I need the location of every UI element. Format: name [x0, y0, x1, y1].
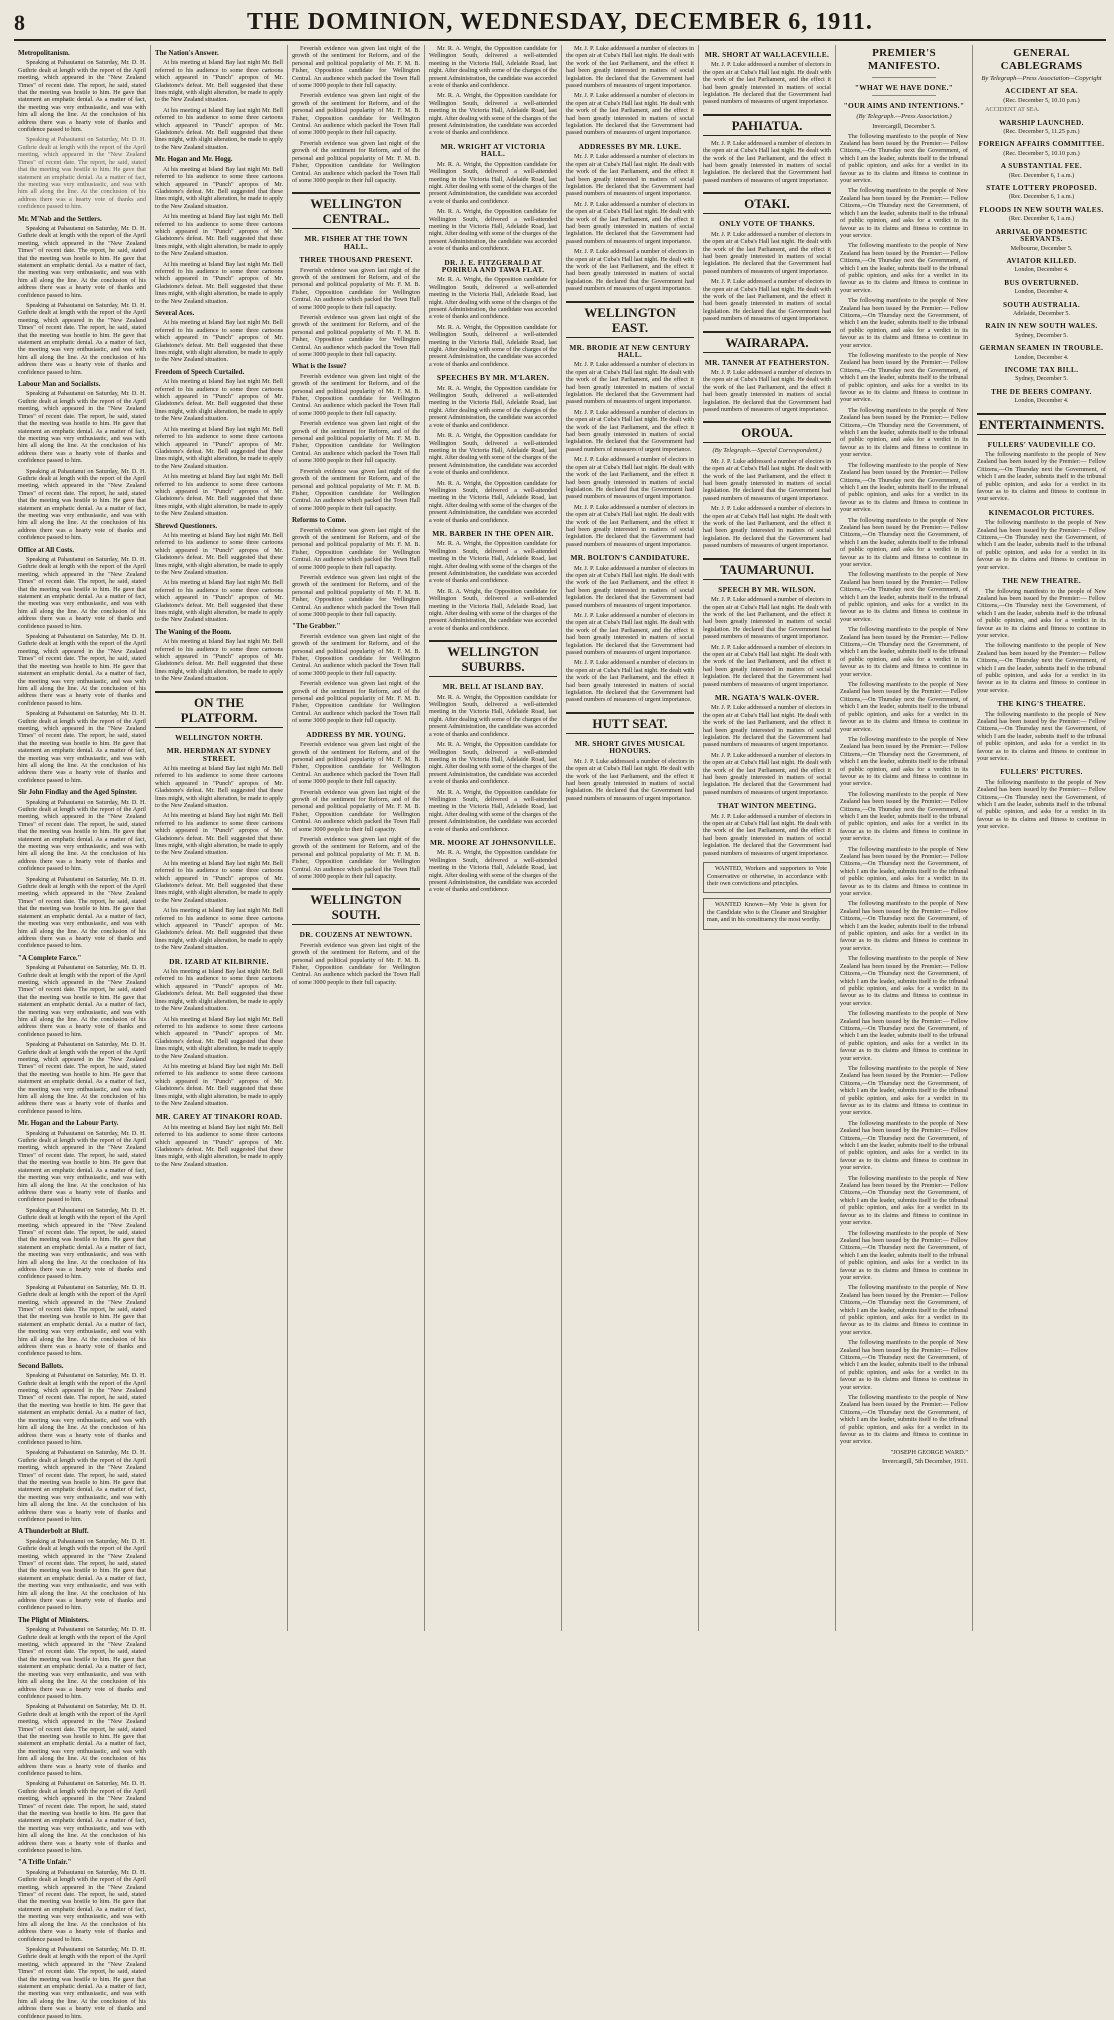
col1-paragraph: Speaking at Pahautanui on Saturday, Mr. D. H. Guthrie dealt at length with the report of the April meeting, which appeared in the "New Zealand Times" of recent date. The report, he said, stated that the meeting was hostile to him. He gave that statement an emphatic denial. As a matter of fact, the meeting was very enthusiastic, and was with him all along the line. At the conclusion of his address there was a hearty vote of thanks and confidence passed to him. — [18, 710, 146, 784]
col3-paragraph: Feverish evidence was given last night of the growth of the sentiment for Reform, and of the personal and political popularity of Mr. F. M. B. Fisher, Opposition candidate for Wellington Central. An audience which packed the Town Hall of some 3000 people to their full capacity. — [292, 526, 420, 571]
cable-date: London, December 4. — [1014, 397, 1069, 405]
col7-paragraph: The following manifesto to the people of New Zealand has been issued by the Premier:— Fellow Citizens,—On Thursday next the Government, of which I am the leader, submits itself to the tribunal of public opinion, and asks for a verdict in its favour as to its claims and fitness to continue in your service. — [840, 242, 968, 294]
cablegrams-credit: By Telegraph—Press Association—Copyright — [981, 75, 1102, 82]
col3-paragraph: Feverish evidence was given last night of the growth of the sentiment for Reform, and of the personal and political popularity of Mr. F. M. B. Fisher, Opposition candidate for Wellington Central. An audience which packed the Town Hall of some 3000 people to their full capacity. — [292, 632, 420, 677]
col6-paragraph: Mr. J. P. Luke addressed a number of electors in the open air at Cuba's Hall last night. He dealt with the work of the last Parliament, and the effect it had been greatly interested in matters of social legislation. He declared that the Government had passed numbers of measures of urgent importance. — [703, 368, 831, 413]
section-barber: MR. BARBER IN THE OPEN AIR. — [432, 528, 554, 538]
col1-paragraph: Speaking at Pahautanui on Saturday, Mr. D. H. Guthrie dealt at length with the report of the April meeting, which appeared in the "New Zealand Times" of recent date. The report, he said, stated that the meeting was hostile to him. He gave that statement an emphatic denial. As a matter of fact, the meeting was very enthusiastic, and was with him all along the line. At the conclusion of his address there was a hearty vote of thanks and confidence passed to him. — [18, 633, 146, 707]
section-mlaren: SPEECHES BY MR. M'LAREN. — [436, 373, 550, 383]
cable-head: STATE LOTTERY PROPOSED. — [986, 184, 1097, 193]
head-what-is-issue: What is the Issue? — [292, 362, 347, 371]
head-metropolitanism: Metropolitanism. — [18, 49, 70, 57]
cable-date: Melbourne, December 5. — [1010, 244, 1073, 252]
col2-paragraph: At his meeting at Island Bay last night Mr. Bell referred to his audience to some three cartoons which appeared in "Punch" apropos of Mr. Gladstone's defeat. Mr. Bell suggested that these lines might, with slight alteration, be made to apply to the New Zealand situation. — [155, 473, 283, 518]
hutt-seat-head: HUTT SEAT. — [566, 712, 694, 734]
col7-paragraph: The following manifesto to the people of New Zealand has been issued by the Premier:— Fellow Citizens,—On Thursday next the Government, of which I am the leader, submits itself to the tribunal of public opinion, and asks for a verdict in its favour as to its claims and fitness to continue in your service. — [840, 1010, 968, 1062]
col4-paragraph: Mr. R. A. Wright, the Opposition candidate for Wellington South, delivered a well-attended meeting in the Victoria Hall, Adelaide Road, last night. After dealing with some of the charges of the present Administration, the candidate was accorded a vote of thanks and confidence. — [429, 276, 557, 321]
col7-paragraph: The following manifesto to the people of New Zealand has been issued by the Premier:— Fellow Citizens,—On Thursday next the Government, of which I am the leader, submits itself to the tribunal of public opinion, and asks for a verdict in its favour as to its claims and fitness to continue in your service. — [840, 790, 968, 843]
col2-paragraph: At his meeting at Island Bay last night Mr. Bell referred to his audience to some three cartoons which appeared in "Punch" apropos of Mr. Gladstone's defeat. Mr. Bell suggested that these lines might, with slight alteration, be made to apply to the New Zealand situation. — [155, 907, 283, 952]
wellington-central-head: WELLINGTON CENTRAL. — [292, 192, 420, 229]
col5-paragraph: Mr. J. P. Luke addressed a number of electors in the open air at Cuba's Hall last night. He dealt with the work of the last Parliament, and the effect it had been greatly interested in matters of social legislation. He declared that the Government had passed numbers of measures of urgent importance. — [566, 248, 694, 293]
column-7 — [836, 45, 973, 1631]
section-only-vote: ONLY VOTE OF THANKS. — [719, 219, 815, 229]
telegraph-credit: (By Telegraph.—Special Correspondent.) — [712, 447, 822, 455]
telegraph-credit: (By Telegraph.—Press Association.) — [856, 112, 952, 120]
col5-paragraph: Mr. J. P. Luke addressed a number of electors in the open air at Cuba's Hall last night. He dealt with the work of the last Parliament, and the effect it had been greatly interested in matters of social legislation. He declared that the Government had passed numbers of measures of urgent importance. — [566, 45, 694, 90]
column-1 — [14, 45, 151, 2020]
columns — [14, 45, 1106, 2020]
col3-paragraph: Feverish evidence was given last night of the growth of the sentiment for Reform, and of the personal and political popularity of Mr. F. M. B. Fisher, Opposition candidate for Wellington Central. An audience which packed the Town Hall of some 3000 people to their full capacity. — [292, 92, 420, 137]
wellington-east-head: WELLINGTON EAST. — [566, 301, 694, 338]
column-6 — [699, 45, 836, 1631]
cable-date: (Rec. December 6, 1 a.m.) — [1008, 215, 1075, 223]
col1-paragraph: Speaking at Pahautanui on Saturday, Mr. D. H. Guthrie dealt at length with the report of the April meeting, which appeared in the "New Zealand Times" of recent date. The report, he said, stated that the meeting was hostile to him. He gave that statement an emphatic denial. As a matter of fact, the meeting was very enthusiastic, and was with him all along the line. At the conclusion of his address there was a hearty vote of thanks and confidence passed to him. — [18, 1283, 146, 1358]
col3-paragraph: Feverish evidence was given last night of the growth of the sentiment for Reform, and of the personal and political popularity of Mr. F. M. B. Fisher, Opposition candidate for Wellington Central. An audience which packed the Town Hall of some 3000 people to their full capacity. — [292, 680, 420, 725]
col7-paragraph: The following manifesto to the people of New Zealand has been issued by the Premier:— Fellow Citizens,—On Thursday next the Government, of which I am the leader, submits itself to the tribunal of public opinion, and asks for a verdict in its favour as to its claims and fitness to continue in your service. — [840, 297, 968, 349]
col1-paragraph: Speaking at Pahautanui on Saturday, Mr. D. H. Guthrie dealt at length with the report of the April meeting, which appeared in the "New Zealand Times" of recent date. The report, he said, stated that the meeting was hostile to him. He gave that statement an emphatic denial. As a matter of fact, the meeting was very enthusiastic, and was with him all along the line. At the conclusion of his address there was a hearty vote of thanks and confidence passed to him. — [18, 1780, 146, 1855]
col1-paragraph: Speaking at Pahautanui on Saturday, Mr. D. H. Guthrie dealt at length with the report of the April meeting, which appeared in the "New Zealand Times" of recent date. The report, he said, stated that the meeting was hostile to him. He gave that statement an emphatic denial. As a matter of fact, the meeting was very enthusiastic, and was with him all along the line. At the conclusion of his address there was a hearty vote of thanks and confidence passed to him. — [18, 875, 146, 950]
section-tanner: MR. TANNER AT FEATHERSTON. — [704, 357, 830, 367]
cable-date: Sydney, December 5. — [1015, 331, 1068, 339]
col5-paragraph: Mr. J. P. Luke addressed a number of electors in the open air at Cuba's Hall last night. He dealt with the work of the last Parliament, and the effect it had been greatly interested in matters of social legislation. He declared that the Government had passed numbers of measures of urgent importance. — [566, 200, 694, 245]
head-freedom-speech: Freedom of Speech Curtailed. — [155, 367, 245, 376]
col1-paragraph: Speaking at Pahautanui on Saturday, Mr. D. H. Guthrie dealt at length with the report of the April meeting, which appeared in the "New Zealand Times" of recent date. The report, he said, stated that the meeting was hostile to him. He gave that statement an emphatic denial. As a matter of fact, the meeting was very enthusiastic, and was with him all along the line. At the conclusion of his address there was a hearty vote of thanks and confidence passed to him. — [18, 467, 146, 542]
head-grabber: "The Grabber." — [292, 622, 341, 631]
col7-paragraph: The following manifesto to the people of New Zealand has been issued by the Premier:— Fellow Citizens,—On Thursday next the Government, of which I am the leader, submits itself to the tribunal of public opinion, and asks for a verdict in its favour as to its claims and fitness to continue in your service. — [840, 1229, 968, 1281]
divider — [872, 77, 936, 78]
col2-paragraph: At his meeting at Island Bay last night Mr. Bell referred to his audience to some three cartoons which appeared in "Punch" apropos of Mr. Gladstone's defeat. Mr. Bell suggested that these lines might, with slight alteration, be made to apply to the New Zealand situation. — [155, 260, 283, 305]
general-cablegrams-head: GENERAL CABLEGRAMS — [1000, 47, 1083, 72]
col2-paragraph: At his meeting at Island Bay last night Mr. Bell referred to his audience to some three cartoons which appeared in "Punch" apropos of Mr. Gladstone's defeat. Mr. Bell suggested that these lines might, with slight alteration, be made to apply to the New Zealand situation. — [155, 638, 283, 683]
head-complete-farce: "A Complete Farce." — [18, 953, 82, 962]
cable-head: SOUTH AUSTRALIA. — [1002, 300, 1081, 309]
col5-paragraph: Mr. J. P. Luke addressed a number of electors in the open air at Cuba's Hall last night. He dealt with the work of the last Parliament, and the effect it had been greatly interested in matters of social legislation. He declared that the Government had passed numbers of measures of urgent importance. — [566, 659, 694, 704]
masthead — [14, 6, 1106, 41]
wellington-suburbs-head: WELLINGTON SUBURBS. — [429, 640, 557, 677]
cable-date: London, December 4. — [1014, 353, 1069, 361]
col7-paragraph: The following manifesto to the people of New Zealand has been issued by the Premier:— Fellow Citizens,—On Thursday next the Government, of which I am the leader, submits itself to the tribunal of public opinion, and asks for a verdict in its favour as to its claims and fitness to continue in your service. — [840, 352, 968, 404]
cable-date: (Rec. December 5, 11.25 p.m.) — [1003, 128, 1080, 136]
section-couzens: DR. COUZENS AT NEWTOWN. — [299, 930, 413, 940]
col7-paragraph: The following manifesto to the people of New Zealand has been issued by the Premier:— Fellow Citizens,—On Thursday next the Government, of which I am the leader, submits itself to the tribunal of public opinion, and asks for a verdict in its favour as to its claims and fitness to continue in your service. — [840, 1284, 968, 1336]
head-labour-socialists: Labour Man and Socialists. — [18, 380, 101, 389]
col6-paragraph: Mr. J. P. Luke addressed a number of electors in the open air at Cuba's Hall last night. He dealt with the work of the last Parliament, and the effect it had been greatly interested in matters of social legislation. He declared that the Government had passed numbers of measures of urgent importance. — [703, 278, 831, 323]
ent-paragraph: The following manifesto to the people of New Zealand has been issued by the Premier:— Fellow Citizens,—On Thursday next the Government, of which I am the leader, submits itself to the tribunal of public opinion, and asks for a verdict in its favour as to its claims and fitness to continue in your service. — [977, 451, 1106, 503]
col5-paragraph: Mr. J. P. Luke addressed a number of electors in the open air at Cuba's Hall last night. He dealt with the work of the last Parliament, and the effect it had been greatly interested in matters of social legislation. He declared that the Government had passed numbers of measures of urgent importance. — [566, 564, 694, 609]
page-number: 8 — [14, 10, 25, 35]
cable-head: GERMAN SEAMEN IN TROUBLE. — [979, 344, 1104, 353]
section-short-musical: MR. SHORT GIVES MUSICAL HONOURS. — [575, 738, 685, 756]
ent-paragraph: The following manifesto to the people of New Zealand has been issued by the Premier:— Fellow Citizens,—On Thursday next the Government, of which I am the leader, submits itself to the tribunal of public opinion, and asks for a verdict in its favour as to its claims and fitness to continue in your service. — [977, 519, 1106, 571]
section-fitzgerald: DR. J. E. FITZGERALD AT PORIRUA AND TAWA FLAT. — [441, 257, 545, 274]
column-3 — [288, 45, 425, 1631]
cable-date: (Rec. December 5, 10.10 p.m.) — [1003, 96, 1080, 104]
col3-paragraph: Feverish evidence was given last night of the growth of the sentiment for Reform, and of the personal and political popularity of Mr. F. M. B. Fisher, Opposition candidate for Wellington Central. An audience which packed the Town Hall of some 3000 people to their full capacity. — [292, 139, 420, 184]
col3-paragraph: Feverish evidence was given last night of the growth of the sentiment for Reform, and of the personal and political popularity of Mr. F. M. B. Fisher, Opposition candidate for Wellington Central. An audience which packed the Town Hall of some 3000 people to their full capacity. — [292, 573, 420, 618]
col4-paragraph: Mr. R. A. Wright, the Opposition candidate for Wellington South, delivered a well-attended meeting in the Victoria Hall, Adelaide Road, last night. After dealing with some of the charges of the present Administration, the candidate was accorded a vote of thanks and confidence. — [429, 160, 557, 205]
ent-section: KINEMACOLOR PICTURES. — [988, 507, 1095, 517]
wanted-advert-2 — [703, 898, 831, 929]
col1-paragraph: Speaking at Pahautanui on Saturday, Mr. D. H. Guthrie dealt at length with the report of the April meeting, which appeared in the "New Zealand Times" of recent date. The report, he said, stated that the meeting was hostile to him. He gave that statement an emphatic denial. As a matter of fact, the meeting was very enthusiastic, and was with him all along the line. At the conclusion of his address there was a hearty vote of thanks and confidence passed to him. — [18, 1626, 146, 1700]
premiers-manifesto-head: PREMIER'S MANIFESTO. — [867, 47, 941, 72]
col1-paragraph: Speaking at Pahautanui on Saturday, Mr. D. H. Guthrie dealt at length with the report of the April meeting, which appeared in the "New Zealand Times" of recent date. The report, he said, stated that the meeting was hostile to him. He gave that statement an emphatic denial. As a matter of fact, the meeting was very enthusiastic, and was with him all along the line. At the conclusion of his address there was a hearty vote of thanks and confidence passed to him. — [18, 302, 146, 376]
col7-paragraph: The following manifesto to the people of New Zealand has been issued by the Premier:— Fellow Citizens,—On Thursday next the Government, of which I am the leader, submits itself to the tribunal of public opinion, and asks for a verdict in its favour as to its claims and fitness to continue in your service. — [840, 1064, 968, 1117]
col7-paragraph: The following manifesto to the people of New Zealand has been issued by the Premier:— Fellow Citizens,—On Thursday next the Government, of which I am the leader, submits itself to the tribunal of public opinion, and asks for a verdict in its favour as to its claims and fitness to continue in your service. — [840, 516, 968, 568]
ent-paragraph: The following manifesto to the people of New Zealand has been issued by the Premier:— Fellow Citizens,—On Thursday next the Government, of which I am the leader, submits itself to the tribunal of public opinion, and asks for a verdict in its favour as to its claims and fitness to continue in your service. — [977, 710, 1106, 763]
col2-paragraph: At his meeting at Island Bay last night Mr. Bell referred to his audience to some three cartoons which appeared in "Punch" apropos of Mr. Gladstone's defeat. Mr. Bell suggested that these lines might, with slight alteration, be made to apply to the New Zealand situation. — [155, 59, 283, 104]
col2-paragraph: At his meeting at Island Bay last night Mr. Bell referred to his audience to some three cartoons which appeared in "Punch" apropos of Mr. Gladstone's defeat. Mr. Bell suggested that these lines might, with slight alteration, be made to apply to the New Zealand situation. — [155, 1123, 283, 1168]
head-waning-boom: The Waning of the Boom. — [155, 627, 232, 636]
col4-paragraph: Mr. R. A. Wright, the Opposition candidate for Wellington South, delivered a well-attended meeting in the Victoria Hall, Adelaide Road, last night. After dealing with some of the charges of the present Administration, the candidate was accorded a vote of thanks and confidence. — [429, 587, 557, 632]
col1-paragraph: Speaking at Pahautanui on Saturday, Mr. D. H. Guthrie dealt at length with the report of the April meeting, which appeared in the "New Zealand Times" of recent date. The report, he said, stated that the meeting was hostile to him. He gave that statement an emphatic denial. As a matter of fact, the meeting was very enthusiastic, and was with him all along the line. At the conclusion of his address there was a hearty vote of thanks and confidence passed to him. — [18, 798, 146, 873]
wellington-south-head: WELLINGTON SOUTH. — [292, 888, 420, 925]
col7-paragraph: The following manifesto to the people of New Zealand has been issued by the Premier:— Fellow Citizens,—On Thursday next the Government, of which I am the leader, submits itself to the tribunal of public opinion, and asks for a verdict in its favour as to its claims and fitness to continue in your service. — [840, 626, 968, 678]
col7-paragraph: The following manifesto to the people of New Zealand has been issued by the Premier:— Fellow Citizens,—On Thursday next the Government, of which I am the leader, submits itself to the tribunal of public opinion, and asks for a verdict in its favour as to its claims and fitness to continue in your service. — [840, 955, 968, 1007]
col1-paragraph: Speaking at Pahautanui on Saturday, Mr. D. H. Guthrie dealt at length with the report of the April meeting, which appeared in the "New Zealand Times" of recent date. The report, he said, stated that the meeting was hostile to him. He gave that statement an emphatic denial. As a matter of fact, the meeting was very enthusiastic, and was with him all along the line. At the conclusion of his address there was a hearty vote of thanks and confidence passed to him. — [18, 1372, 146, 1446]
col4-paragraph: Mr. R. A. Wright, the Opposition candidate for Wellington South, delivered a well-attended meeting in the Victoria Hall, Adelaide Road, last night. After dealing with some of the charges of the present Administration, the candidate was accorded a vote of thanks and confidence. — [429, 788, 557, 833]
col4-paragraph: Mr. R. A. Wright, the Opposition candidate for Wellington South, delivered a well-attended meeting in the Victoria Hall, Adelaide Road, last night. After dealing with some of the charges of the present Administration, the candidate was accorded a vote of thanks and confidence. — [429, 479, 557, 524]
col4-paragraph: Mr. R. A. Wright, the Opposition candidate for Wellington South, delivered a well-attended meeting in the Victoria Hall, Adelaide Road, last night. After dealing with some of the charges of the present Administration, the candidate was accorded a vote of thanks and confidence. — [429, 208, 557, 253]
manifesto-subhead-2: "OUR AIMS AND INTENTIONS." — [843, 101, 965, 111]
wanted-advert-1-text: WANTED, Workers and supporters to Vote Conservative or otherwise, in accordance with their own convictions and principles. — [707, 865, 827, 887]
col1-paragraph: Speaking at Pahautanui on Saturday, Mr. D. H. Guthrie dealt at length with the report of the April meeting, which appeared in the "New Zealand Times" of recent date. The report, he said, stated that the meeting was hostile to him. He gave that statement an emphatic denial. As a matter of fact, the meeting was very enthusiastic, and was with him all along the line. At the conclusion of his address there was a hearty vote of thanks and confidence passed to him. — [18, 1041, 146, 1115]
col4-paragraph: Mr. R. A. Wright, the Opposition candidate for Wellington South, delivered a well-attended meeting in the Victoria Hall, Adelaide Road, last night. After dealing with some of the charges of the present Administration, the candidate was accorded a vote of thanks and confidence. — [429, 45, 557, 90]
col1-paragraph: Speaking at Pahautanui on Saturday, Mr. D. H. Guthrie dealt at length with the report of the April meeting, which appeared in the "New Zealand Times" of recent date. The report, he said, stated that the meeting was hostile to him. He gave that statement an emphatic denial. As a matter of fact, the meeting was very enthusiastic, and was with him all along the line. At the conclusion of his address there was a hearty vote of thanks and confidence passed to him. — [18, 390, 146, 465]
entertainments-head: ENTERTAINMENTS. — [977, 413, 1106, 435]
col2-paragraph: At his meeting at Island Bay last night Mr. Bell referred to his audience to some three cartoons which appeared in "Punch" apropos of Mr. Gladstone's defeat. Mr. Bell suggested that these lines might, with slight alteration, be made to apply to the New Zealand situation. — [155, 968, 283, 1013]
col4-paragraph: Mr. R. A. Wright, the Opposition candidate for Wellington South, delivered a well-attended meeting in the Victoria Hall, Adelaide Road, last night. After dealing with some of the charges of the present Administration, the candidate was accorded a vote of thanks and confidence. — [429, 849, 557, 894]
col5-paragraph: Mr. J. P. Luke addressed a number of electors in the open air at Cuba's Hall last night. He dealt with the work of the last Parliament, and the effect it had been greatly interested in matters of social legislation. He declared that the Government had passed numbers of measures of urgent importance. — [566, 503, 694, 548]
col5-paragraph: Mr. J. P. Luke addressed a number of electors in the open air at Cuba's Hall last night. He dealt with the work of the last Parliament, and the effect it had been greatly interested in matters of social legislation. He declared that the Government had passed numbers of measures of urgent importance. — [566, 612, 694, 657]
column-5 — [562, 45, 699, 1631]
col6-paragraph: Mr. J. P. Luke addressed a number of electors in the open air at Cuba's Hall last night. He dealt with the work of the last Parliament, and the effect it had been greatly interested in matters of social legislation. He declared that the Government had passed numbers of measures of urgent importance. — [703, 596, 831, 641]
col2-paragraph: At his meeting at Island Bay last night Mr. Bell referred to his audience to some three cartoons which appeared in "Punch" apropos of Mr. Gladstone's defeat. Mr. Bell suggested that these lines might, with slight alteration, be made to apply to the New Zealand situation. — [155, 859, 283, 904]
col2-paragraph: At his meeting at Island Bay last night Mr. Bell referred to his audience to some three cartoons which appeared in "Punch" apropos of Mr. Gladstone's defeat. Mr. Bell suggested that these lines might, with slight alteration, be made to apply to the New Zealand situation. — [155, 812, 283, 857]
section-moore: MR. MOORE AT JOHNSONVILLE. — [430, 837, 556, 847]
col3-paragraph: Feverish evidence was given last night of the growth of the sentiment for Reform, and of the personal and political popularity of Mr. F. M. B. Fisher, Opposition candidate for Wellington Central. An audience which packed the Town Hall of some 3000 people to their full capacity. — [292, 420, 420, 465]
cable-head: WARSHIP LAUNCHED. — [999, 118, 1084, 127]
col7-paragraph: The following manifesto to the people of New Zealand has been issued by the Premier:— Fellow Citizens,—On Thursday next the Government, of which I am the leader, submits itself to the tribunal of public opinion, and asks for a verdict in its favour as to its claims and fitness to continue in your service. — [840, 1174, 968, 1227]
cable-date: London, December 4. — [1014, 266, 1069, 274]
col6-paragraph: Mr. J. P. Luke addressed a number of electors in the open air at Cuba's Hall last night. He dealt with the work of the last Parliament, and the effect it had been greatly interested in matters of social legislation. He declared that the Government had passed numbers of measures of urgent importance. — [703, 139, 831, 184]
cable-date: Adelaide, December 5. — [1012, 309, 1071, 317]
col1-paragraph: Speaking at Pahautanui on Saturday, Mr. D. H. Guthrie dealt at length with the report of the April meeting, which appeared in the "New Zealand Times" of recent date. The report, he said, stated that the meeting was hostile to him. He gave that statement an emphatic denial. As a matter of fact, the meeting was very enthusiastic, and was with him all along the line. At the conclusion of his address there was a hearty vote of thanks and confidence passed to him. — [18, 1129, 146, 1204]
col2-paragraph: At his meeting at Island Bay last night Mr. Bell referred to his audience to some three cartoons which appeared in "Punch" apropos of Mr. Gladstone's defeat. Mr. Bell suggested that these lines might, with slight alteration, be made to apply to the New Zealand situation. — [155, 764, 283, 809]
divider — [872, 95, 936, 96]
col4-paragraph: Mr. R. A. Wright, the Opposition candidate for Wellington South, delivered a well-attended meeting in the Victoria Hall, Adelaide Road, last night. After dealing with some of the charges of the present Administration, the candidate was accorded a vote of thanks and confidence. — [429, 92, 557, 137]
taumarunui-head: TAUMARUNUI. — [703, 558, 831, 580]
col3-paragraph: Feverish evidence was given last night of the growth of the sentiment for Reform, and of the personal and political popularity of Mr. F. M. B. Fisher, Opposition candidate for Wellington Central. An audience which packed the Town Hall of some 3000 people to their full capacity. — [292, 266, 420, 311]
cable-head: THE DE BEERS COMPANY. — [991, 387, 1092, 396]
col2-paragraph: At his meeting at Island Bay last night Mr. Bell referred to his audience to some three cartoons which appeared in "Punch" apropos of Mr. Gladstone's defeat. Mr. Bell suggested that these lines might, with slight alteration, be made to apply to the New Zealand situation. — [155, 425, 283, 470]
col6-paragraph: Mr. J. P. Luke addressed a number of electors in the open air at Cuba's Hall last night. He dealt with the work of the last Parliament, and the effect it had been greatly interested in matters of social legislation. He declared that the Government had passed numbers of measures of urgent importance. — [703, 230, 831, 275]
col4-paragraph: Mr. R. A. Wright, the Opposition candidate for Wellington South, delivered a well-attended meeting in the Victoria Hall, Adelaide Road, last night. After dealing with some of the charges of the present Administration, the candidate was accorded a vote of thanks and confidence. — [429, 540, 557, 585]
cable-date: London, December 4. — [1014, 288, 1069, 296]
col2-paragraph: At his meeting at Island Bay last night Mr. Bell referred to his audience to some three cartoons which appeared in "Punch" apropos of Mr. Gladstone's defeat. Mr. Bell suggested that these lines might, with slight alteration, be made to apply to the New Zealand situation. — [155, 213, 283, 258]
col7-paragraph: The following manifesto to the people of New Zealand has been issued by the Premier:— Fellow Citizens,—On Thursday next the Government, of which I am the leader, submits itself to the tribunal of public opinion, and asks for a verdict in its favour as to its claims and fitness to continue in your service. — [840, 845, 968, 898]
head-findlay-spinster: Sir John Findlay and the Aged Spinster. — [18, 788, 137, 797]
cable-head: INCOME TAX BILL. — [1004, 365, 1079, 374]
col1-paragraph: Speaking at Pahautanui on Saturday, Mr. D. H. Guthrie dealt at length with the report of the April meeting, which appeared in the "New Zealand Times" of recent date. The report, he said, stated that the meeting was hostile to him. He gave that statement an emphatic denial. As a matter of fact, the meeting was very enthusiastic, and was with him all along the line. At the conclusion of his address there was a hearty vote of thanks and confidence passed to him. — [18, 1537, 146, 1612]
col5-paragraph: Mr. J. P. Luke addressed a number of electors in the open air at Cuba's Hall last night. He dealt with the work of the last Parliament, and the effect it had been greatly interested in matters of social legislation. He declared that the Government had passed numbers of measures of urgent importance. — [566, 456, 694, 501]
col7-paragraph: The following manifesto to the people of New Zealand has been issued by the Premier:— Fellow Citizens,—On Thursday next the Government, of which I am the leader, submits itself to the tribunal of public opinion, and asks for a verdict in its favour as to its claims and fitness to continue in your service. — [840, 1339, 968, 1391]
wanted-advert-1 — [703, 862, 831, 893]
col3-paragraph: Feverish evidence was given last night of the growth of the sentiment for Reform, and of the personal and political popularity of Mr. F. M. B. Fisher, Opposition candidate for Wellington Central. An audience which packed the Town Hall of some 3000 people to their full capacity. — [292, 313, 420, 358]
ent-paragraph: The following manifesto to the people of New Zealand has been issued by the Premier:— Fellow Citizens,—On Thursday next the Government, of which I am the leader, submits itself to the tribunal of public opinion, and asks for a verdict in its favour as to its claims and fitness to continue in your service. — [977, 642, 1106, 694]
col2-paragraph: At his meeting at Island Bay last night Mr. Bell referred to his audience to some three cartoons which appeared in "Punch" apropos of Mr. Gladstone's defeat. Mr. Bell suggested that these lines might, with slight alteration, be made to apply to the New Zealand situation. — [155, 319, 283, 364]
section-fisher-town-hall: MR. FISHER AT THE TOWN HALL. — [304, 234, 408, 251]
col6-paragraph: Mr. J. P. Luke addressed a number of electors in the open air at Cuba's Hall last night. He dealt with the work of the last Parliament, and the effect it had been greatly interested in matters of social legislation. He declared that the Government had passed numbers of measures of urgent importance. — [703, 61, 831, 106]
col6-paragraph: Mr. J. P. Luke addressed a number of electors in the open air at Cuba's Hall last night. He dealt with the work of the last Parliament, and the effect it had been greatly interested in matters of social legislation. He declared that the Government had passed numbers of measures of urgent importance. — [703, 505, 831, 550]
column-2 — [151, 45, 288, 1631]
cable-head: RAIN IN NEW SOUTH WALES. — [985, 322, 1098, 331]
col7-paragraph: The following manifesto to the people of New Zealand has been issued by the Premier:— Fellow Citizens,—On Thursday next the Government, of which I am the leader, submits itself to the tribunal of public opinion, and asks for a verdict in its favour as to its claims and fitness to continue in your service. — [840, 1119, 968, 1172]
col2-paragraph: At his meeting at Island Bay last night Mr. Bell referred to his audience to some three cartoons which appeared in "Punch" apropos of Mr. Gladstone's defeat. Mr. Bell suggested that these lines might, with slight alteration, be made to apply to the New Zealand situation. — [155, 1062, 283, 1107]
col1-paragraph: Speaking at Pahautanui on Saturday, Mr. D. H. Guthrie dealt at length with the report of the April meeting, which appeared in the "New Zealand Times" of recent date. The report, he said, stated that the meeting was hostile to him. He gave that statement an emphatic denial. As a matter of fact, the meeting was very enthusiastic, and was with him all along the line. At the conclusion of his address there was a hearty vote of thanks and confidence passed to him. — [18, 1703, 146, 1777]
col2-paragraph: At his meeting at Island Bay last night Mr. Bell referred to his audience to some three cartoons which appeared in "Punch" apropos of Mr. Gladstone's defeat. Mr. Bell suggested that these lines might, with slight alteration, be made to apply to the New Zealand situation. — [155, 1015, 283, 1060]
col7-paragraph: The following manifesto to the people of New Zealand has been issued by the Premier:— Fellow Citizens,—On Thursday next the Government, of which I am the leader, submits itself to the tribunal of public opinion, and asks for a verdict in its favour as to its claims and fitness to continue in your service. — [840, 571, 968, 623]
cable-head: FLOODS IN NEW SOUTH WALES. — [979, 205, 1104, 214]
oroua-head: OROUA. — [703, 421, 831, 443]
col3-paragraph: Feverish evidence was given last night of the growth of the sentiment for Reform, and of the personal and political popularity of Mr. F. M. B. Fisher, Opposition candidate for Wellington Central. An audience which packed the Town Hall of some 3000 people to their full capacity. — [292, 372, 420, 417]
col3-paragraph: Feverish evidence was given last night of the growth of the sentiment for Reform, and of the personal and political popularity of Mr. F. M. B. Fisher, Opposition candidate for Wellington Central. An audience which packed the Town Hall of some 3000 people to their full capacity. — [292, 941, 420, 986]
section-winton: THAT WINTON MEETING. — [717, 801, 817, 811]
section-address-young: ADDRESS BY MR. YOUNG. — [306, 729, 406, 739]
col5-paragraph: Mr. J. P. Luke addressed a number of electors in the open air at Cuba's Hall last night. He dealt with the work of the last Parliament, and the effect it had been greatly interested in matters of social legislation. He declared that the Government had passed numbers of measures of urgent importance. — [566, 361, 694, 406]
col3-paragraph: Feverish evidence was given last night of the growth of the sentiment for Reform, and of the personal and political popularity of Mr. F. M. B. Fisher, Opposition candidate for Wellington Central. An audience which packed the Town Hall of some 3000 people to their full capacity. — [292, 788, 420, 833]
col1-filler-text: Speaking at Pahautanui on Saturday, Mr. D. H. Guthrie dealt at length with the report of the April meeting, which appeared in the "New Zealand Times" of recent date. The report, he said, stated that the meeting was hostile to him. He gave that statement an emphatic denial. As a matter of fact, the meeting was very enthusiastic, and was with him all along the line. At the conclusion of his address there was a hearty vote of thanks and confidence passed to him. — [18, 136, 146, 211]
col4-paragraph: Mr. R. A. Wright, the Opposition candidate for Wellington South, delivered a well-attended meeting in the Victoria Hall, Adelaide Road, last night. After dealing with some of the charges of the present Administration, the candidate was accorded a vote of thanks and confidence. — [429, 693, 557, 738]
col1-paragraph: Speaking at Pahautanui on Saturday, Mr. D. H. Guthrie dealt at length with the report of the April meeting, which appeared in the "New Zealand Times" of recent date. The report, he said, stated that the meeting was hostile to him. He gave that statement an emphatic denial. As a matter of fact, the meeting was very enthusiastic, and was with him all along the line. At the conclusion of his address there was a hearty vote of thanks and confidence passed to him. — [18, 1449, 146, 1523]
cable-date: (Rec. December 5, 10.10 p.m.) — [1003, 149, 1080, 157]
col6-paragraph: Mr. J. P. Luke addressed a number of electors in the open air at Cuba's Hall last night. He dealt with the work of the last Parliament, and the effect it had been greatly interested in matters of social legislation. He declared that the Government had passed numbers of measures of urgent importance. — [703, 704, 831, 749]
col7-paragraph: The following manifesto to the people of New Zealand has been issued by the Premier:— Fellow Citizens,—On Thursday next the Government, of which I am the leader, submits itself to the tribunal of public opinion, and asks for a verdict in its favour as to its claims and fitness to continue in your service. — [840, 406, 968, 459]
col2-paragraph: At his meeting at Island Bay last night Mr. Bell referred to his audience to some three cartoons which appeared in "Punch" apropos of Mr. Gladstone's defeat. Mr. Bell suggested that these lines might, with slight alteration, be made to apply to the New Zealand situation. — [155, 106, 283, 151]
manifesto-subhead: "WHAT WE HAVE DONE." — [854, 83, 954, 92]
col3-paragraph: Feverish evidence was given last night of the growth of the sentiment for Reform, and of the personal and political popularity of Mr. F. M. B. Fisher, Opposition candidate for Wellington Central. An audience which packed the Town Hall of some 3000 people to their full capacity. — [292, 741, 420, 786]
col1-paragraph: Speaking at Pahautanui on Saturday, Mr. D. H. Guthrie dealt at length with the report of the April meeting, which appeared in the "New Zealand Times" of recent date. The report, he said, stated that the meeting was hostile to him. He gave that statement an emphatic denial. As a matter of fact, the meeting was very enthusiastic, and was with him all along the line. At the conclusion of his address there was a hearty vote of thanks and confidence passed to him. — [18, 1868, 146, 1943]
head-plight-ministers: The Plight of Ministers. — [18, 1615, 89, 1624]
col7-paragraph: The following manifesto to the people of New Zealand has been issued by the Premier:— Fellow Citizens,—On Thursday next the Government, of which I am the leader, submits itself to the tribunal of public opinion, and asks for a verdict in its favour as to its claims and fitness to continue in your service. — [840, 461, 968, 514]
col2-paragraph: At his meeting at Island Bay last night Mr. Bell referred to his audience to some three cartoons which appeared in "Punch" apropos of Mr. Gladstone's defeat. Mr. Bell suggested that these lines might, with slight alteration, be made to apply to the New Zealand situation. — [155, 378, 283, 423]
section-izard: DR. IZARD AT KILBIRNIE. — [169, 956, 269, 966]
head-second-ballots: Second Ballots. — [18, 1361, 64, 1370]
col1-paragraph: Speaking at Pahautanui on Saturday, Mr. D. H. Guthrie dealt at length with the report of the April meeting, which appeared in the "New Zealand Times" of recent date. The report, he said, stated that the meeting was hostile to him. He gave that statement an emphatic denial. As a matter of fact, the meeting was very enthusiastic, and was with him all along the line. At the conclusion of his address there was a hearty vote of thanks and confidence passed to him. — [18, 224, 146, 299]
cable-head: ACCIDENT AT SEA. — [1005, 87, 1078, 96]
ent-section: FULLERS' PICTURES. — [1000, 767, 1083, 777]
col6-paragraph: Mr. J. P. Luke addressed a number of electors in the open air at Cuba's Hall last night. He dealt with the work of the last Parliament, and the effect it had been greatly interested in matters of social legislation. He declared that the Government had passed numbers of measures of urgent importance. — [703, 643, 831, 688]
manifesto-sig-place: Invercargill, 5th December, 1911. — [882, 1458, 968, 1466]
col3-paragraph: Feverish evidence was given last night of the growth of the sentiment for Reform, and of the personal and political popularity of Mr. F. M. B. Fisher, Opposition candidate for Wellington Central. An audience which packed the Town Hall of some 3000 people to their full capacity. — [292, 467, 420, 512]
pahiatua-head: PAHIATUA. — [703, 114, 831, 136]
col2-paragraph: At his meeting at Island Bay last night Mr. Bell referred to his audience to some three cartoons which appeared in "Punch" apropos of Mr. Gladstone's defeat. Mr. Bell suggested that these lines might, with slight alteration, be made to apply to the New Zealand situation. — [155, 165, 283, 210]
col1-paragraph: Speaking at Pahautanui on Saturday, Mr. D. H. Guthrie dealt at length with the report of the April meeting, which appeared in the "New Zealand Times" of recent date. The report, he said, stated that the meeting was hostile to him. He gave that statement an emphatic denial. As a matter of fact, the meeting was very enthusiastic, and was with him all along the line. At the conclusion of his address there was a hearty vote of thanks and confidence passed to him. — [18, 1945, 146, 2020]
col6-paragraph: Mr. J. P. Luke addressed a number of electors in the open air at Cuba's Hall last night. He dealt with the work of the last Parliament, and the effect it had been greatly interested in matters of social legislation. He declared that the Government had passed numbers of measures of urgent importance. — [703, 457, 831, 502]
col7-paragraph: The following manifesto to the people of New Zealand has been issued by the Premier:— Fellow Citizens,—On Thursday next the Government, of which I am the leader, submits itself to the tribunal of public opinion, and asks for a verdict in its favour as to its claims and fitness to continue in your service. — [840, 187, 968, 239]
section-short-wallaceville: MR. SHORT AT WALLACEVILLE. — [704, 50, 830, 59]
col7-paragraph: The following manifesto to the people of New Zealand has been issued by the Premier:— Fellow Citizens,—On Thursday next the Government, of which I am the leader, submits itself to the tribunal of public opinion, and asks for a verdict in its favour as to its claims and fitness to continue in your service. — [840, 735, 968, 788]
head-mnab-settlers: Mr. M'Nab and the Settlers. — [18, 214, 102, 223]
cable-date: Sydney, December 5. — [1015, 375, 1068, 383]
head-nations-answer: The Nation's Answer. — [155, 49, 219, 57]
on-the-platform-head: ON THE PLATFORM. — [155, 691, 283, 728]
col7-paragraph: The following manifesto to the people of New Zealand has been issued by the Premier:— Fellow Citizens,—On Thursday next the Government, of which I am the leader, submits itself to the tribunal of public opinion, and asks for a verdict in its favour as to its claims and fitness to continue in your service. — [840, 900, 968, 952]
col3-paragraph: Feverish evidence was given last night of the growth of the sentiment for Reform, and of the personal and political popularity of Mr. F. M. B. Fisher, Opposition candidate for Wellington Central. An audience which packed the Town Hall of some 3000 people to their full capacity. — [292, 835, 420, 880]
column-8 — [973, 45, 1110, 1631]
head-several-aces: Several Aces. — [155, 309, 195, 317]
cable-head: BUS OVERTURNED. — [1004, 278, 1079, 287]
ent-section: FULLERS' VAUDEVILLE CO. — [987, 439, 1096, 449]
cable-head: AVIATOR KILLED. — [1006, 256, 1077, 265]
wairarapa-head: WAIRARAPA. — [703, 331, 831, 353]
col5-paragraph: Mr. J. P. Luke addressed a number of electors in the open air at Cuba's Hall last night. He dealt with the work of the last Parliament, and the effect it had been greatly interested in matters of social legislation. He declared that the Government had passed numbers of measures of urgent importance. — [566, 92, 694, 137]
ent-section: THE KING'S THEATRE. — [997, 699, 1086, 709]
ent-section: THE NEW THEATRE. — [1002, 576, 1081, 586]
wellington-north-head: WELLINGTON NORTH. — [175, 732, 263, 742]
col5-paragraph: Mr. J. P. Luke addressed a number of electors in the open air at Cuba's Hall last night. He dealt with the work of the last Parliament, and the effect it had been greatly interested in matters of social legislation. He declared that the Government had passed numbers of measures of urgent importance. — [566, 408, 694, 453]
head-hogan-labour: Mr. Hogan and the Labour Party. — [18, 1119, 119, 1128]
cable-head: A SUBSTANTIAL FEE. — [1000, 162, 1083, 171]
section-bell: MR. BELL AT ISLAND BAY. — [442, 682, 544, 692]
col1-paragraph: Speaking at Pahautanui on Saturday, Mr. D. H. Guthrie dealt at length with the report of the April meeting, which appeared in the "New Zealand Times" of recent date. The report, he said, stated that the meeting was hostile to him. He gave that statement an emphatic denial. As a matter of fact, the meeting was very enthusiastic, and was with him all along the line. At the conclusion of his address there was a hearty vote of thanks and confidence passed to him. — [18, 1206, 146, 1281]
col6-paragraph: Mr. J. P. Luke addressed a number of electors in the open air at Cuba's Hall last night. He dealt with the work of the last Parliament, and the effect it had been greatly interested in matters of social legislation. He declared that the Government had passed numbers of measures of urgent importance. — [703, 812, 831, 857]
cable-date: (Rec. December 6, 1 a.m.) — [1008, 171, 1075, 179]
ent-paragraph: The following manifesto to the people of New Zealand has been issued by the Premier:— Fellow Citizens,—On Thursday next the Government, of which I am the leader, submits itself to the tribunal of public opinion, and asks for a verdict in its favour as to its claims and fitness to continue in your service. — [977, 587, 1106, 639]
col1-paragraph: Speaking at Pahautanui on Saturday, Mr. D. H. Guthrie dealt at length with the report of the April meeting, which appeared in the "New Zealand Times" of recent date. The report, he said, stated that the meeting was hostile to him. He gave that statement an emphatic denial. As a matter of fact, the meeting was very enthusiastic, and was with him all along the line. At the conclusion of his address there was a hearty vote of thanks and confidence passed to him. — [18, 964, 146, 1038]
otaki-head: OTAKI. — [703, 192, 831, 214]
head-hogan-hogg: Mr. Hogan and Mr. Hogg. — [155, 155, 233, 164]
section-herdman: MR. HERDMAN AT SYDNEY STREET. — [166, 746, 272, 763]
section-wright: MR. WRIGHT AT VICTORIA HALL. — [440, 141, 546, 159]
col4-paragraph: Mr. R. A. Wright, the Opposition candidate for Wellington South, delivered a well-attended meeting in the Victoria Hall, Adelaide Road, last night. After dealing with some of the charges of the present Administration, the candidate was accorded a vote of thanks and confidence. — [429, 323, 557, 368]
col2-paragraph: At his meeting at Island Bay last night Mr. Bell referred to his audience to some three cartoons which appeared in "Punch" apropos of Mr. Gladstone's defeat. Mr. Bell suggested that these lines might, with slight alteration, be made to apply to the New Zealand situation. — [155, 579, 283, 624]
section-wilson: SPEECH BY MR. WILSON. — [718, 584, 816, 594]
col1-paragraph: Speaking at Pahautanui on Saturday, Mr. D. H. Guthrie dealt at length with the report of the April meeting, which appeared in the "New Zealand Times" of recent date. The report, he said, stated that the meeting was hostile to him. He gave that statement an emphatic denial. As a matter of fact, the meeting was very enthusiastic, and was with him all along the line. At the conclusion of his address there was a hearty vote of thanks and confidence passed to him. — [18, 556, 146, 630]
wanted-advert-2-text: WANTED Known—My Vote is given for the Candidate who is the Cleaner and Straighter man, and in his constituency the most worthy. — [707, 901, 827, 924]
cable-text: ACCIDENT AT SEA. — [985, 106, 1040, 114]
col7-paragraph: The following manifesto to the people of New Zealand has been issued by the Premier:— Fellow Citizens,—On Thursday next the Government, of which I am the leader, submits itself to the tribunal of public opinion, and asks for a verdict in its favour as to its claims and fitness to continue in your service. — [840, 1394, 968, 1446]
col3-paragraph: Feverish evidence was given last night of the growth of the sentiment for Reform, and of the personal and political popularity of Mr. F. M. B. Fisher, Opposition candidate for Wellington Central. An audience which packed the Town Hall of some 3000 people to their full capacity. — [292, 45, 420, 90]
head-shrewd-questioners: Shrewd Questioners. — [155, 521, 218, 530]
head-thunderbolt-bluff: A Thunderbolt at Bluff. — [18, 1527, 89, 1536]
col1-paragraph: Speaking at Pahautanui on Saturday, Mr. D. H. Guthrie dealt at length with the report of the April meeting, which appeared in the "New Zealand Times" of recent date. The report, he said, stated that the meeting was hostile to him. He gave that statement an emphatic denial. As a matter of fact, the meeting was very enthusiastic, and was with him all along the line. At the conclusion of his address there was a hearty vote of thanks and confidence passed to him. — [18, 59, 146, 134]
col4-paragraph: Mr. R. A. Wright, the Opposition candidate for Wellington South, delivered a well-attended meeting in the Victoria Hall, Adelaide Road, last night. After dealing with some of the charges of the present Administration, the candidate was accorded a vote of thanks and confidence. — [429, 432, 557, 477]
section-luke: ADDRESSES BY MR. LUKE. — [578, 141, 682, 151]
col1-filler — [18, 136, 146, 210]
head-reforms-to-come: Reforms to Come. — [292, 516, 347, 525]
section-ngata: MR. NGATA'S WALK-OVER. — [714, 692, 820, 702]
col4-paragraph: Mr. R. A. Wright, the Opposition candidate for Wellington South, delivered a well-attended meeting in the Victoria Hall, Adelaide Road, last night. After dealing with some of the charges of the present Administration, the candidate was accorded a vote of thanks and confidence. — [429, 741, 557, 786]
col2-paragraph: At his meeting at Island Bay last night Mr. Bell referred to his audience to some three cartoons which appeared in "Punch" apropos of Mr. Gladstone's defeat. Mr. Bell suggested that these lines might, with slight alteration, be made to apply to the New Zealand situation. — [155, 531, 283, 576]
col4-paragraph: Mr. R. A. Wright, the Opposition candidate for Wellington South, delivered a well-attended meeting in the Victoria Hall, Adelaide Road, last night. After dealing with some of the charges of the present Administration, the candidate was accorded a vote of thanks and confidence. — [429, 384, 557, 429]
col6-paragraph: Mr. J. P. Luke addressed a number of electors in the open air at Cuba's Hall last night. He dealt with the work of the last Parliament, and the effect it had been greatly interested in matters of social legislation. He declared that the Government had passed numbers of measures of urgent importance. — [703, 751, 831, 796]
newspaper-title: THE DOMINION, WEDNESDAY, DECEMBER 6, 1911. — [247, 9, 873, 35]
section-bolton: MR. BOLTON'S CANDIDATURE. — [570, 553, 690, 563]
section-carey: MR. CAREY AT TINAKORI ROAD. — [155, 1112, 283, 1122]
column-4 — [425, 45, 562, 1631]
section-brodie: MR. BRODIE AT NEW CENTURY HALL. — [569, 342, 691, 359]
manifesto-dateline: Invercargill, December 5. — [872, 123, 936, 131]
head-trifle-unfair: "A Trifle Unfair." — [18, 1858, 72, 1867]
head-office-all-costs: Office at All Costs. — [18, 545, 74, 554]
col7-paragraph: The following manifesto to the people of New Zealand has been issued by the Premier:— Fellow Citizens,—On Thursday next the Government, of which I am the leader, submits itself to the tribunal of public opinion, and asks for a verdict in its favour as to its claims and fitness to continue in your service. — [840, 132, 968, 185]
col7-paragraph: The following manifesto to the people of New Zealand has been issued by the Premier:— Fellow Citizens,—On Thursday next the Government, of which I am the leader, submits itself to the tribunal of public opinion, and asks for a verdict in its favour as to its claims and fitness to continue in your service. — [840, 681, 968, 733]
section-three-thousand: THREE THOUSAND PRESENT. — [299, 255, 413, 265]
cable-head: FOREIGN AFFAIRS COMMITTEE. — [978, 140, 1105, 149]
cable-head: ARRIVAL OF DOMESTIC SERVANTS. — [995, 227, 1088, 244]
ent-paragraph: The following manifesto to the people of New Zealand has been issued by the Premier:— Fellow Citizens,—On Thursday next the Government, of which I am the leader, submits itself to the tribunal of public opinion, and asks for a verdict in its favour as to its claims and fitness to continue in your service. — [977, 778, 1106, 831]
manifesto-signature: "JOSEPH GEORGE WARD." — [890, 1448, 968, 1456]
col5-paragraph: Mr. J. P. Luke addressed a number of electors in the open air at Cuba's Hall last night. He dealt with the work of the last Parliament, and the effect it had been greatly interested in matters of social legislation. He declared that the Government had passed numbers of measures of urgent importance. — [566, 153, 694, 198]
cable-date: (Rec. December 6, 1 a.m.) — [1008, 193, 1075, 201]
col5-paragraph: Mr. J. P. Luke addressed a number of electors in the open air at Cuba's Hall last night. He dealt with the work of the last Parliament, and the effect it had been greatly interested in matters of social legislation. He declared that the Government had passed numbers of measures of urgent importance. — [566, 757, 694, 802]
